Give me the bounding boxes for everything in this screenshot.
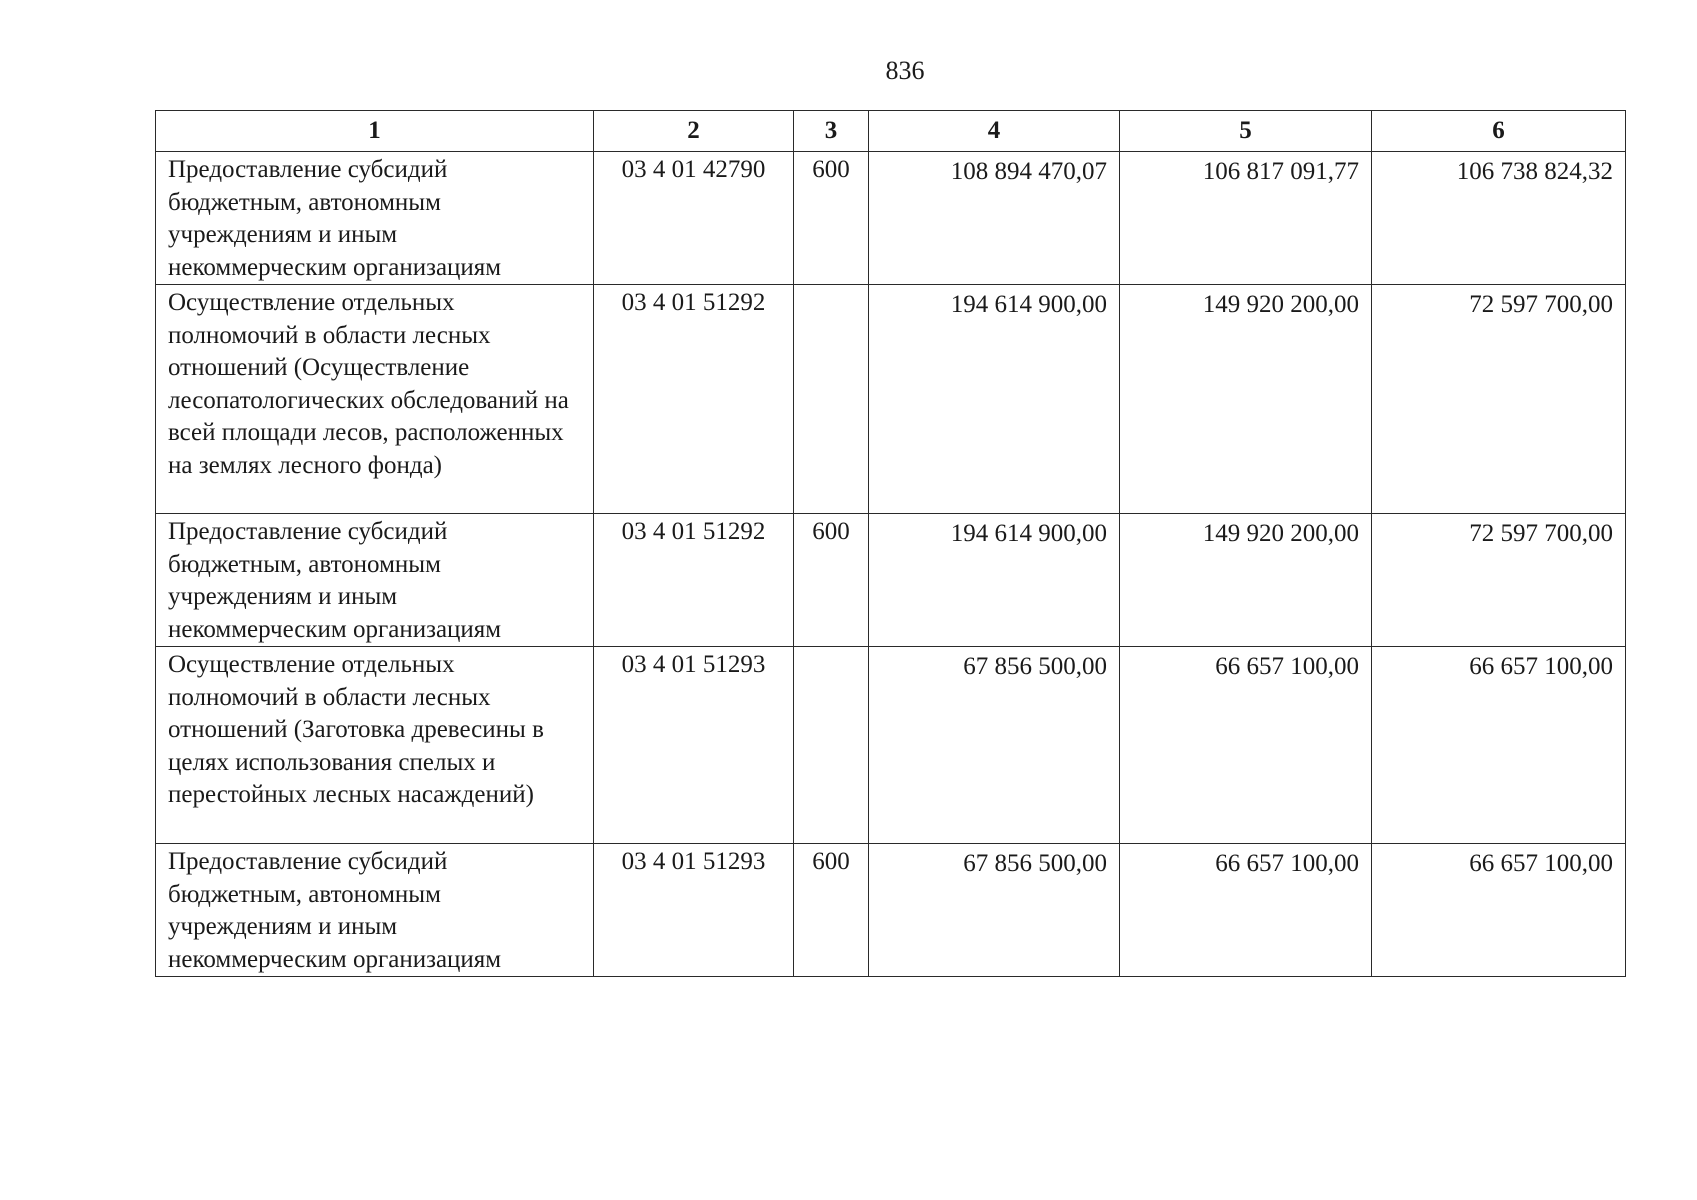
row-value-6: 66 657 100,00	[1372, 844, 1626, 977]
row-value-5: 149 920 200,00	[1120, 514, 1372, 647]
row-type: 600	[794, 844, 869, 977]
column-header: 6	[1372, 111, 1626, 152]
row-code: 03 4 01 42790	[594, 152, 794, 285]
row-value-4: 67 856 500,00	[869, 844, 1120, 977]
row-type: 600	[794, 514, 869, 647]
row-value-5: 66 657 100,00	[1120, 844, 1372, 977]
row-type	[794, 647, 869, 844]
column-header: 5	[1120, 111, 1372, 152]
row-type	[794, 285, 869, 514]
row-name: Предоставление субсидий бюджетным, автономным учреждениям и иным некоммерческим организациям	[156, 152, 594, 285]
row-name: Предоставление субсидий бюджетным, автономным учреждениям и иным некоммерческим организациям	[156, 844, 594, 977]
column-header: 2	[594, 111, 794, 152]
row-value-6: 106 738 824,32	[1372, 152, 1626, 285]
budget-table	[155, 110, 1626, 977]
column-header: 3	[794, 111, 869, 152]
table-row	[156, 285, 1626, 514]
page-number: 836	[885, 56, 925, 85]
row-name: Предоставление субсидий бюджетным, автономным учреждениям и иным некоммерческим организациям	[156, 514, 594, 647]
row-value-4: 194 614 900,00	[869, 514, 1120, 647]
row-code: 03 4 01 51292	[594, 285, 794, 514]
table-row	[156, 844, 1626, 977]
table-row	[156, 647, 1626, 844]
row-value-6: 72 597 700,00	[1372, 285, 1626, 514]
row-value-5: 106 817 091,77	[1120, 152, 1372, 285]
row-value-4: 194 614 900,00	[869, 285, 1120, 514]
column-header: 1	[156, 111, 594, 152]
budget-table-container	[155, 110, 1625, 977]
row-value-6: 72 597 700,00	[1372, 514, 1626, 647]
table-row	[156, 514, 1626, 647]
column-header: 4	[869, 111, 1120, 152]
row-name: Осуществление отдельных полномочий в области лесных отношений (Осуществление лесопатологических обследований на всей площади лесов, расположенных на землях лесного фонда)	[156, 285, 594, 514]
header-row	[156, 111, 1626, 152]
row-code: 03 4 01 51293	[594, 844, 794, 977]
row-type: 600	[794, 152, 869, 285]
row-value-4: 108 894 470,07	[869, 152, 1120, 285]
row-value-4: 67 856 500,00	[869, 647, 1120, 844]
row-name: Осуществление отдельных полномочий в области лесных отношений (Заготовка древесины в целях использования спелых и перестойных лесных насаждений)	[156, 647, 594, 844]
table-row	[156, 152, 1626, 285]
row-code: 03 4 01 51293	[594, 647, 794, 844]
row-value-5: 66 657 100,00	[1120, 647, 1372, 844]
row-value-5: 149 920 200,00	[1120, 285, 1372, 514]
row-code: 03 4 01 51292	[594, 514, 794, 647]
row-value-6: 66 657 100,00	[1372, 647, 1626, 844]
